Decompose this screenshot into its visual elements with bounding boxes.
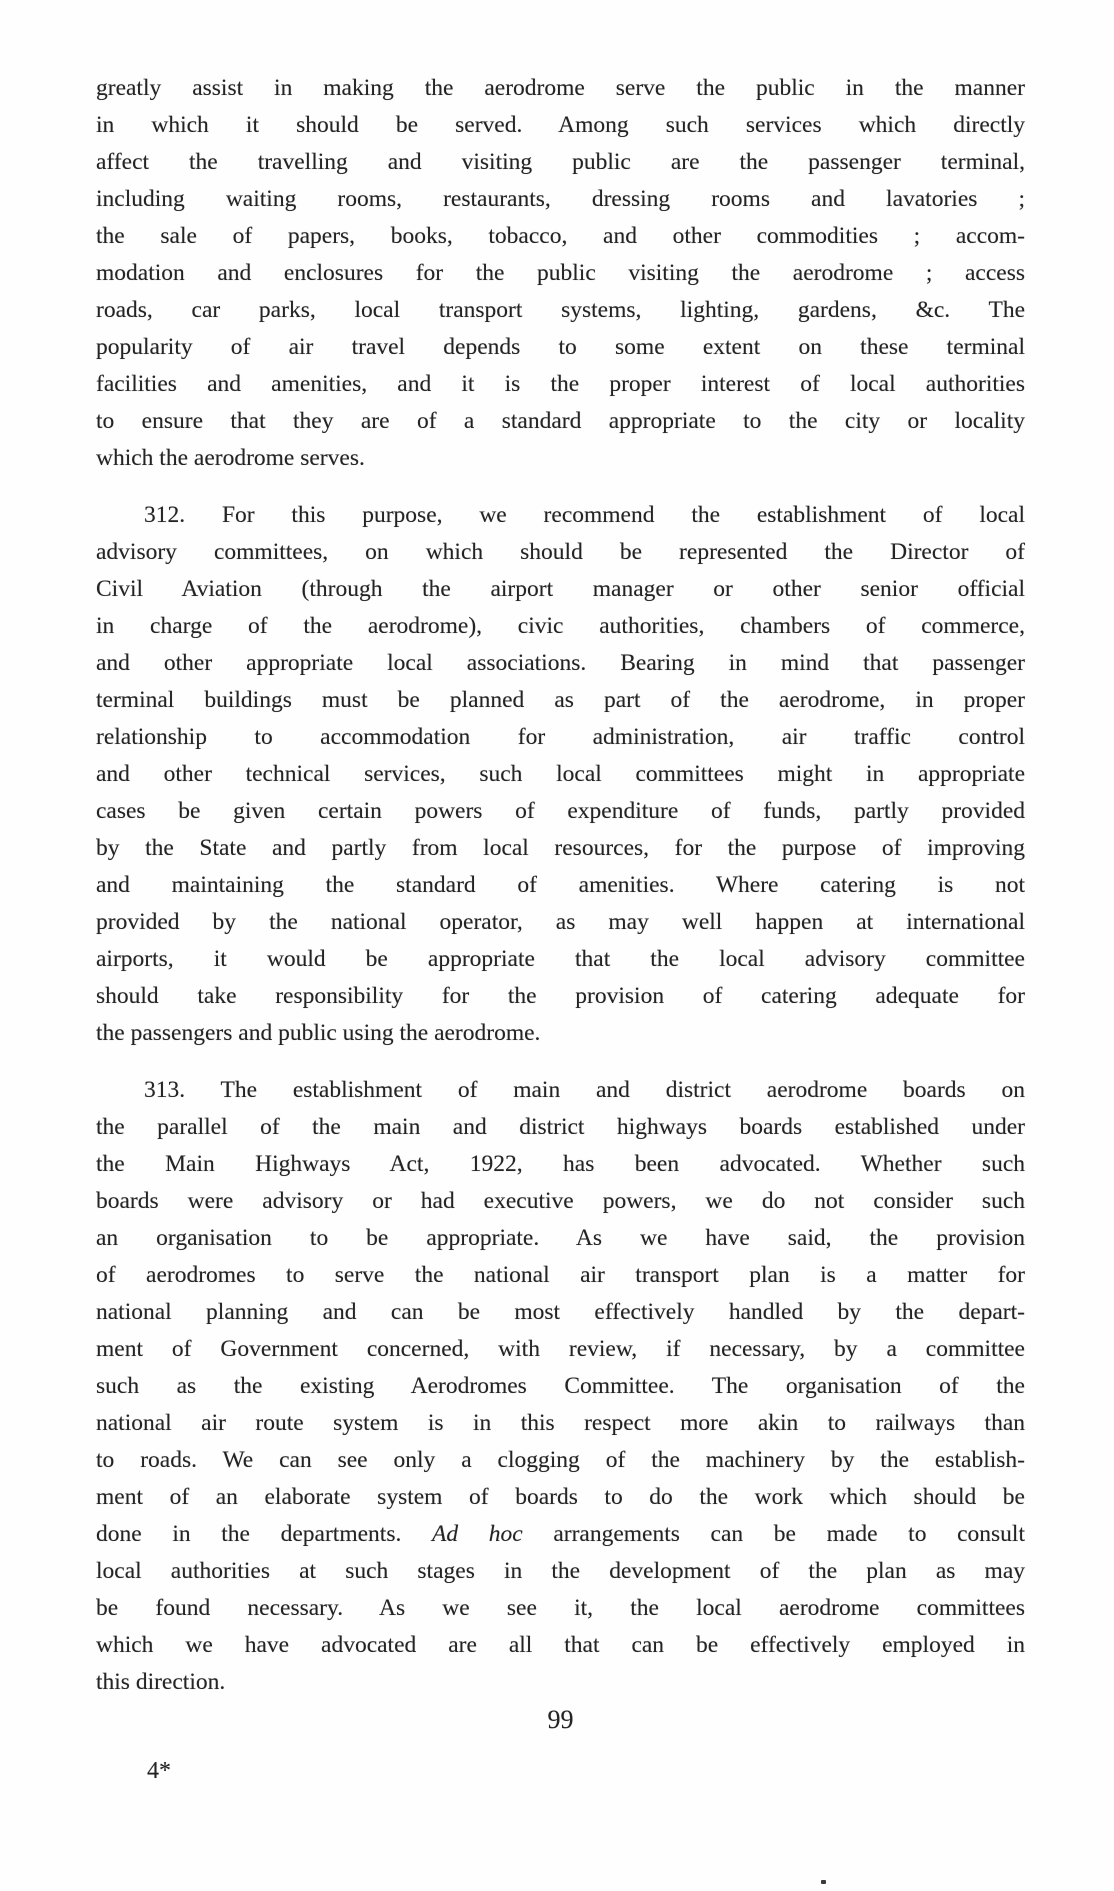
text-line: should take responsibility for the provision of catering adequate for xyxy=(96,983,1025,1009)
text-line: 313. The establishment of main and district aerodrome boards on xyxy=(144,1077,1025,1103)
text-line: the parallel of the main and district highways boards established under xyxy=(96,1114,1025,1140)
italic-text: Ad hoc xyxy=(431,1521,523,1547)
text-line: airports, it would be appropriate that the local advisory committee xyxy=(96,946,1025,972)
text-line: to roads. We can see only a clogging of the machinery by the establish- xyxy=(96,1447,1025,1473)
text-line: the Main Highways Act, 1922, has been advocated. Whether such xyxy=(96,1151,1025,1177)
text-line: 312. For this purpose, we recommend the establishment of local xyxy=(144,502,1025,528)
text-line: boards were advisory or had executive powers, we do not consider such xyxy=(96,1188,1025,1214)
text-line: of aerodromes to serve the national air transport plan is a matter for xyxy=(96,1262,1025,1288)
text-line: this direction. xyxy=(96,1669,226,1695)
text-line: in which it should be served. Among such services which directly xyxy=(96,112,1025,138)
text-line xyxy=(96,1516,1025,1553)
paragraph-1 xyxy=(96,70,1025,477)
text-line: and other technical services, such local committees might in appropriate xyxy=(96,761,1025,787)
text-line: relationship to accommodation for administration, air traffic control xyxy=(96,724,1025,750)
page-number: 99 xyxy=(547,1705,574,1734)
text-line: provided by the national operator, as may well happen at international xyxy=(96,909,1025,935)
footnote-signature-mark: 4* xyxy=(147,1758,171,1784)
text-line: ment of an elaborate system of boards to do the work which should be xyxy=(96,1484,1025,1510)
text-line: be found necessary. As we see it, the local aerodrome committees xyxy=(96,1595,1025,1621)
text-line: and maintaining the standard of amenities. Where catering is not xyxy=(96,872,1025,898)
text-line: including waiting rooms, restaurants, dressing rooms and lavatories ; xyxy=(96,186,1025,212)
text-line: national air route system is in this respect more akin to railways than xyxy=(96,1410,1025,1436)
text-line: an organisation to be appropriate. As we have said, the provision xyxy=(96,1225,1025,1251)
text-line: and other appropriate local associations. Bearing in mind that passenger xyxy=(96,650,1025,676)
text-line: greatly assist in making the aerodrome serve the public in the manner xyxy=(96,75,1025,101)
text-segment: arrangements can be made to consult xyxy=(522,1521,1025,1547)
text-line: popularity of air travel depends to some extent on these terminal xyxy=(96,334,1025,360)
text-line: affect the travelling and visiting public are the passenger terminal, xyxy=(96,149,1025,175)
text-line: which we have advocated are all that can be effectively employed in xyxy=(96,1632,1025,1658)
text-line: local authorities at such stages in the development of the plan as may xyxy=(96,1558,1025,1584)
text-line: in charge of the aerodrome), civic authorities, chambers of commerce, xyxy=(96,613,1025,639)
paragraph-3 xyxy=(96,1072,1025,1701)
text-segment: done in the departments. xyxy=(96,1521,432,1547)
body-text xyxy=(96,70,1025,1701)
text-line: the sale of papers, books, tobacco, and other commodities ; accom- xyxy=(96,223,1025,249)
text-line: roads, car parks, local transport systems, lighting, gardens, &c. The xyxy=(96,297,1025,323)
text-line: the passengers and public using the aerodrome. xyxy=(96,1020,541,1046)
text-line: national planning and can be most effectively handled by the depart- xyxy=(96,1299,1025,1325)
text-line: such as the existing Aerodromes Committee. The organisation of the xyxy=(96,1373,1025,1399)
text-line: ment of Government concerned, with review, if necessary, by a committee xyxy=(96,1336,1025,1362)
text-line: which the aerodrome serves. xyxy=(96,445,365,471)
text-line: to ensure that they are of a standard appropriate to the city or locality xyxy=(96,408,1025,434)
ink-speck xyxy=(821,1880,826,1884)
text-line: by the State and partly from local resources, for the purpose of improving xyxy=(96,835,1025,861)
text-line: cases be given certain powers of expenditure of funds, partly provided xyxy=(96,798,1025,824)
paragraph-2 xyxy=(96,497,1025,1052)
text-line: advisory committees, on which should be represented the Director of xyxy=(96,539,1025,565)
text-line: Civil Aviation (through the airport manager or other senior official xyxy=(96,576,1025,602)
text-line: modation and enclosures for the public visiting the aerodrome ; access xyxy=(96,260,1025,286)
text-line: facilities and amenities, and it is the proper interest of local authorities xyxy=(96,371,1025,397)
text-line: terminal buildings must be planned as part of the aerodrome, in proper xyxy=(96,687,1025,713)
